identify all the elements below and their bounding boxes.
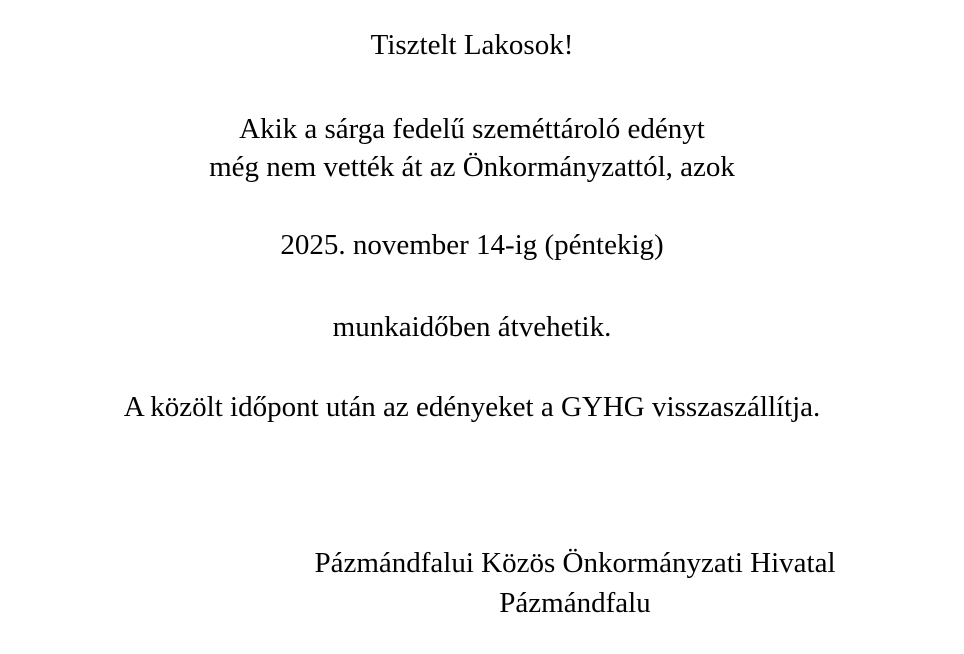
deadline-date: 2025. november 14-ig (péntekig) [280,229,664,261]
working-hours-note: munkaidőben átvehetik. [332,311,612,343]
signature-office: Pázmándfalui Közös Önkormányzati Hivatal [314,547,836,579]
return-note: A közölt időpont után az edényeket a GYHG visszaszállítja. [123,391,821,423]
body-line-1: Akik a sárga fedelű szeméttároló edényt [239,113,705,145]
greeting: Tisztelt Lakosok! [370,29,574,61]
body-line-2: még nem vették át az Önkormányzattól, azok [209,151,735,183]
signature-town: Pázmándfalu [499,587,651,619]
